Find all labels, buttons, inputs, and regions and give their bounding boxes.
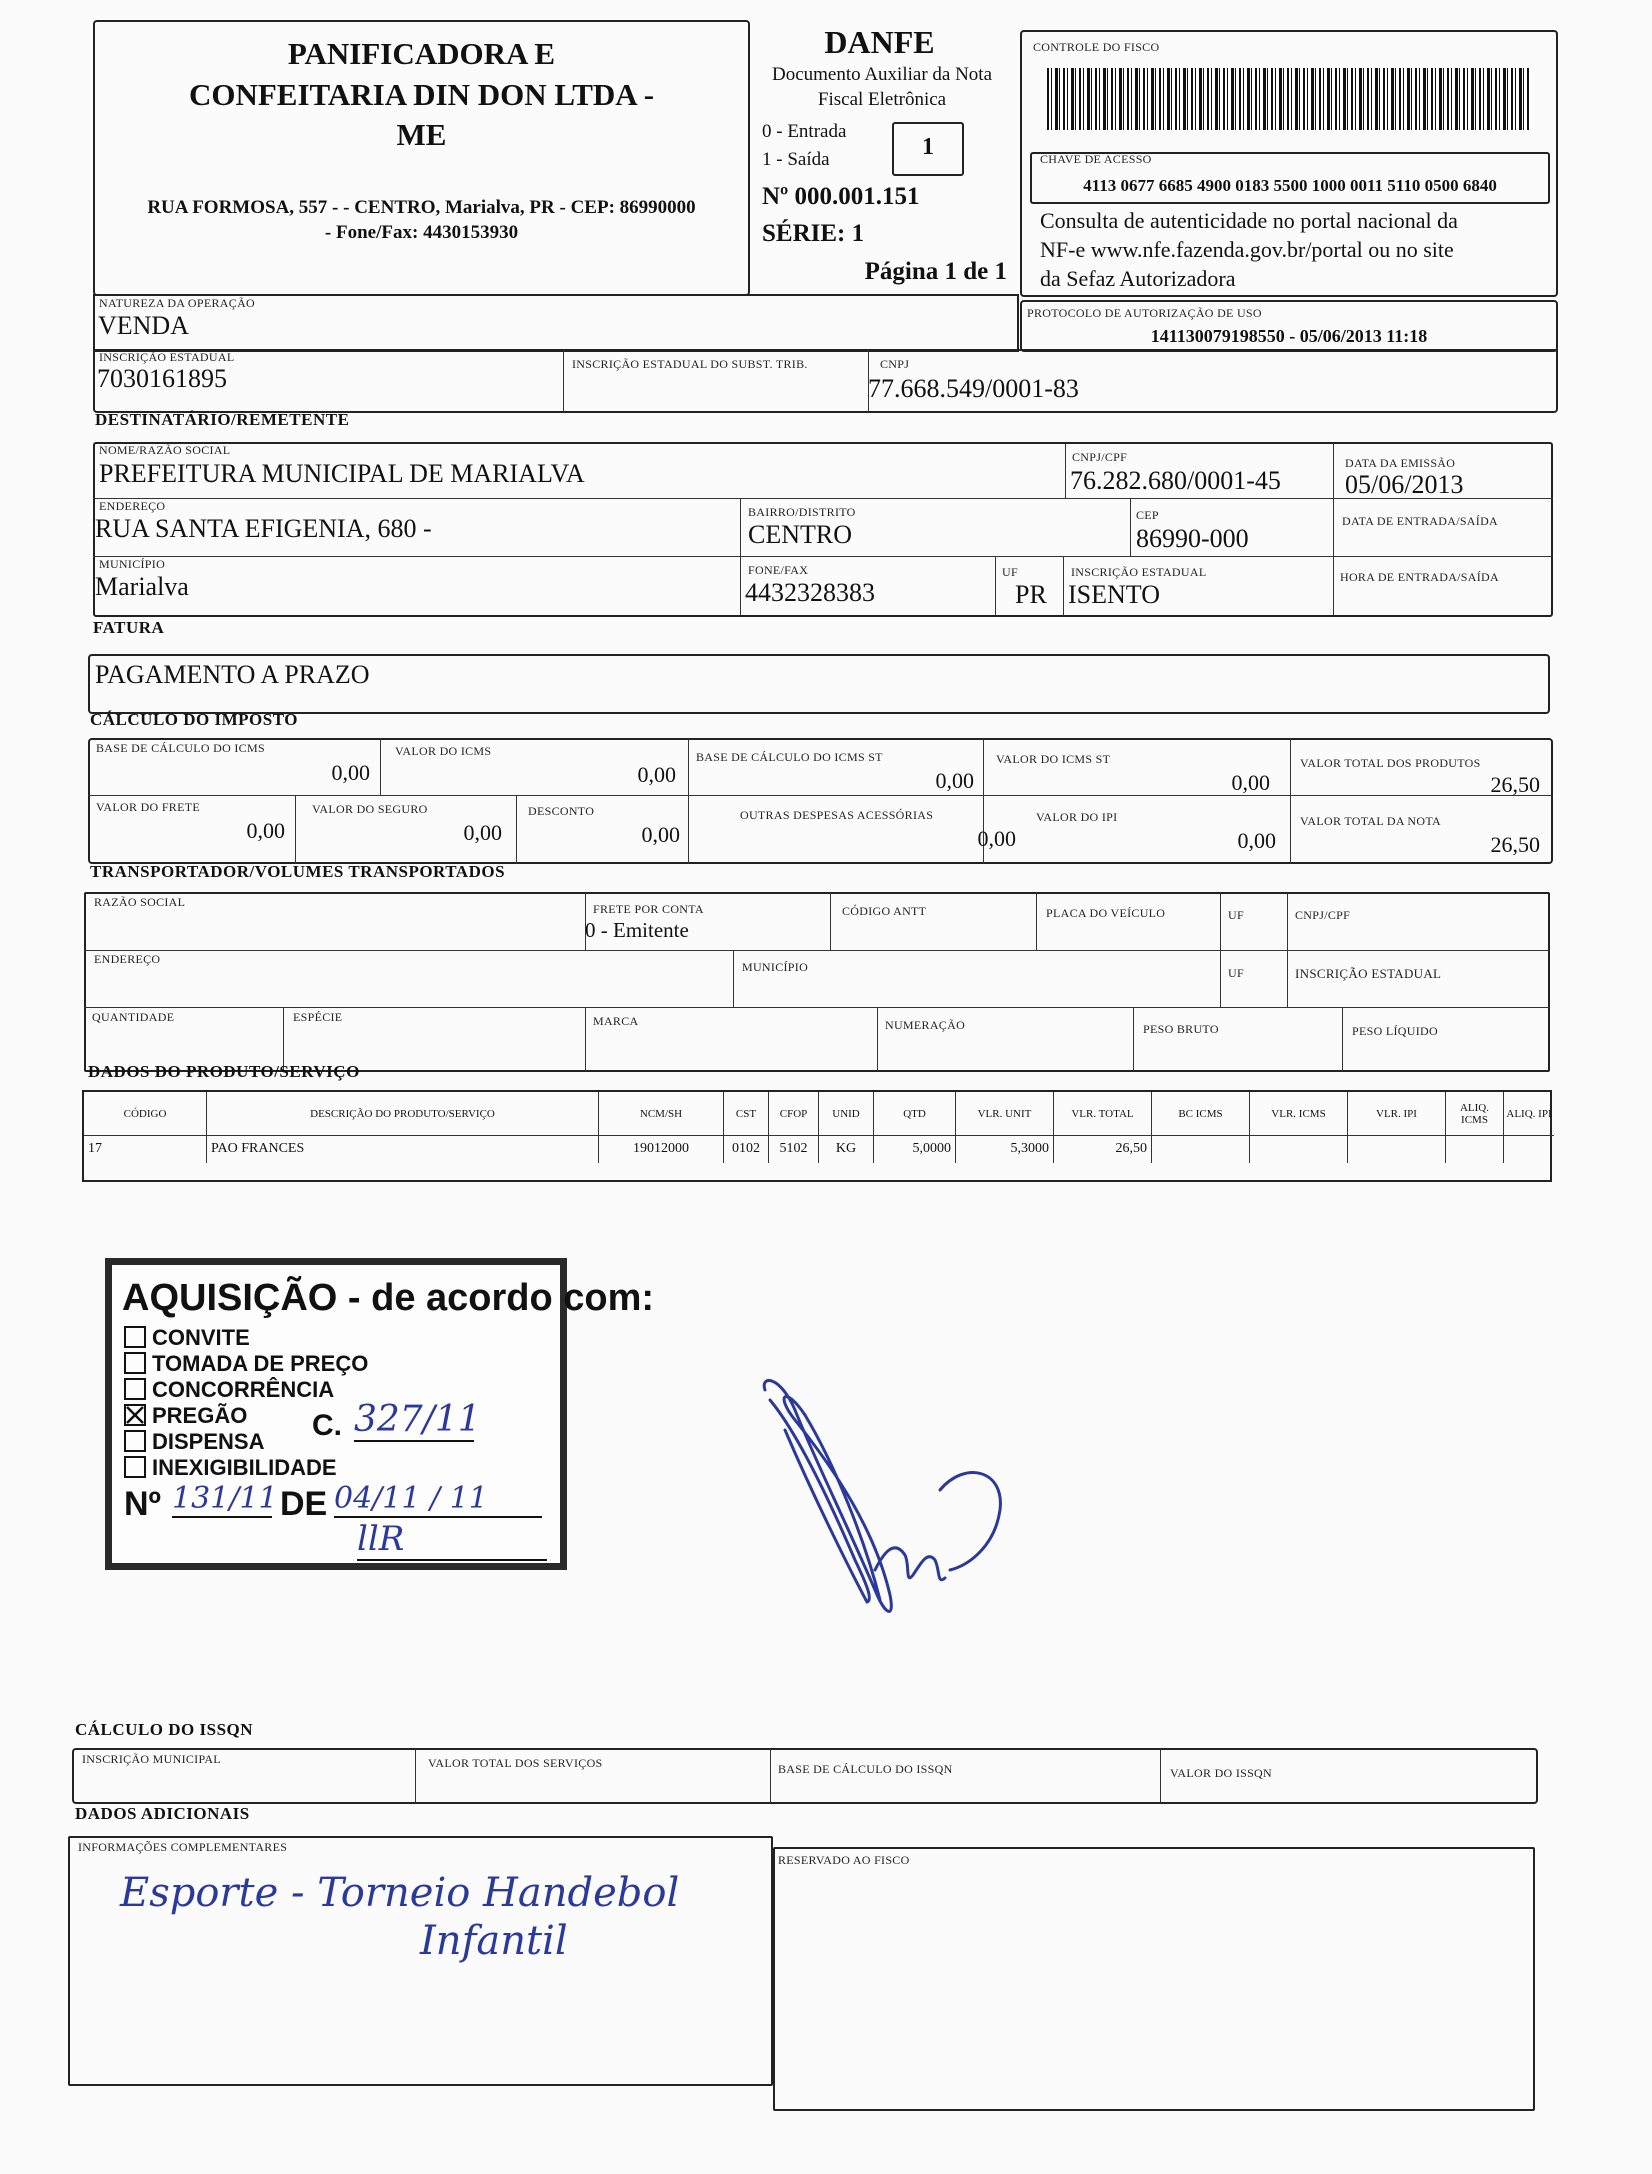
controle-fisco-label: CONTROLE DO FISCO <box>1033 40 1160 54</box>
cnpj-emitente-value: 77.668.549/0001-83 <box>868 374 1079 403</box>
divider <box>93 556 1553 557</box>
fatura-section-title: FATURA <box>93 618 165 637</box>
danfe-tipo: 1 <box>922 134 934 160</box>
product-header-cell: BC ICMS <box>1151 1092 1249 1135</box>
danfe-saida: 1 - Saída <box>762 149 830 170</box>
frete-value: 0,00 <box>246 818 285 843</box>
dest-fone-value: 4432328383 <box>745 578 875 607</box>
product-header-cell: ALIQ. IPI <box>1503 1092 1554 1135</box>
transp-placa-label: PLACA DO VEÍCULO <box>1046 906 1166 920</box>
stamp-option-convite <box>124 1325 250 1351</box>
issqn-valor-label: VALOR DO ISSQN <box>1170 1766 1272 1780</box>
divider <box>877 1007 878 1071</box>
fatura-value: PAGAMENTO A PRAZO <box>95 660 370 689</box>
divider <box>1065 443 1066 498</box>
issqn-section-title: CÁLCULO DO ISSQN <box>75 1720 254 1739</box>
product-header-cell: CFOP <box>768 1092 818 1135</box>
dest-ie-label: INSCRIÇÃO ESTADUAL <box>1071 565 1207 579</box>
divider <box>516 795 517 864</box>
danfe-numero: Nº 000.001.151 <box>762 183 920 210</box>
dest-uf-value: PR <box>1015 580 1047 609</box>
seguro-label: VALOR DO SEGURO <box>312 802 428 816</box>
divider <box>770 1749 771 1803</box>
stamp-option-pregao <box>124 1403 247 1429</box>
cnpj-emitente-label: CNPJ <box>880 357 910 371</box>
transp-endereco-label: ENDEREÇO <box>94 952 161 966</box>
chave-acesso: 4113 0677 6685 4900 0183 5500 1000 0011 5110 0500 6840 <box>1083 176 1497 195</box>
consulta-line3: da Sefaz Autorizadora <box>1040 266 1236 291</box>
stamp-option-concorrencia <box>124 1377 334 1403</box>
base-icms-label: BASE DE CÁLCULO DO ICMS <box>96 741 265 755</box>
natureza-label: NATUREZA DA OPERAÇÃO <box>99 296 256 310</box>
danfe-subtitle2: Fiscal Eletrônica <box>817 89 947 110</box>
product-header-cell: ALIQ. ICMS <box>1445 1092 1503 1135</box>
divider <box>688 738 689 864</box>
outras-despesas-value: 0,00 <box>977 826 1016 851</box>
base-icms-st-label: BASE DE CÁLCULO DO ICMS ST <box>696 750 883 764</box>
valor-ipi-value: 0,00 <box>1237 828 1276 853</box>
checkbox-icon <box>124 1456 146 1478</box>
handwritten-note-line2: Infantil <box>420 1918 568 1964</box>
divider <box>84 950 1550 951</box>
divider <box>740 498 741 616</box>
product-cell: KG <box>818 1135 873 1163</box>
stamp-option-label: CONVITE <box>152 1325 250 1350</box>
reservado-fisco-label: RESERVADO AO FISCO <box>778 1853 910 1867</box>
dest-bairro-value: CENTRO <box>748 520 852 549</box>
divider <box>1287 893 1288 1007</box>
ie-value: 7030161895 <box>97 364 227 393</box>
transp-razao-label: RAZÃO SOCIAL <box>94 895 186 909</box>
transp-marca-label: MARCA <box>593 1014 639 1028</box>
emitente-address: RUA FORMOSA, 557 - - CENTRO, Marialva, PR - CEP: 86990000 <box>147 197 696 218</box>
transp-ie-label: INSCRIÇÃO ESTADUAL <box>1295 966 1442 981</box>
stamp-option-tomada <box>124 1351 368 1377</box>
stamp-title: AQUISIÇÃO - de acordo com: <box>122 1277 655 1319</box>
consulta-line1: Consulta de autenticidade no portal nacional da <box>1040 208 1458 233</box>
reservado-fisco-box <box>773 1847 1535 2111</box>
transporte-section-title: TRANSPORTADOR/VOLUMES TRANSPORTADOS <box>90 862 506 881</box>
dest-bairro-label: BAIRRO/DISTRITO <box>748 505 856 519</box>
product-header-cell: UNID <box>818 1092 873 1135</box>
checkbox-icon <box>124 1430 146 1452</box>
transp-municipio-label: MUNICÍPIO <box>742 960 809 974</box>
dest-municipio-value: Marialva <box>95 572 189 601</box>
dest-data-saida-label: DATA DE ENTRADA/SAÍDA <box>1342 514 1499 528</box>
ie-row-box <box>93 349 1558 413</box>
aquisicao-stamp <box>105 1258 655 1570</box>
transp-frete-label: FRETE POR CONTA <box>593 902 704 916</box>
valor-icms-value: 0,00 <box>637 762 676 787</box>
stamp-no-value: 131/11 <box>172 1481 278 1516</box>
transp-especie-label: ESPÉCIE <box>293 1010 343 1024</box>
product-cell: 0102 <box>723 1135 768 1163</box>
divider <box>995 556 996 616</box>
dest-hora-label: HORA DE ENTRADA/SAÍDA <box>1340 570 1499 584</box>
total-produtos-value: 26,50 <box>1490 772 1540 797</box>
base-icms-st-value: 0,00 <box>935 768 974 793</box>
valor-ipi-label: VALOR DO IPI <box>1036 810 1118 824</box>
stamp-de-label: DE <box>280 1485 328 1523</box>
imposto-section-title: CÁLCULO DO IMPOSTO <box>90 710 298 729</box>
divider <box>380 738 381 795</box>
valor-icms-label: VALOR DO ICMS <box>395 744 492 758</box>
dest-cep-label: CEP <box>1136 508 1159 522</box>
transp-uf2-label: UF <box>1228 966 1244 980</box>
total-produtos-label: VALOR TOTAL DOS PRODUTOS <box>1300 756 1481 770</box>
stamp-c-value: 327/11 <box>354 1399 481 1440</box>
danfe-pagina: Página 1 de 1 <box>864 258 1007 285</box>
emitente-name-line3: ME <box>396 117 447 152</box>
product-cell <box>1347 1135 1445 1163</box>
product-cell: 17 <box>84 1135 206 1163</box>
stamp-option-label: CONCORRÊNCIA <box>152 1377 335 1402</box>
emitente-name-line2: CONFEITARIA DIN DON LTDA - <box>188 77 655 112</box>
product-cell <box>1503 1135 1554 1163</box>
outras-despesas-label: OUTRAS DESPESAS ACESSÓRIAS <box>740 808 934 822</box>
handwritten-note-line1: Esporte - Torneio Handebol <box>120 1870 680 1916</box>
product-cell: 5,0000 <box>873 1135 955 1163</box>
checkbox-icon <box>124 1378 146 1400</box>
divider <box>1160 1749 1161 1803</box>
produtos-table <box>82 1090 1552 1182</box>
product-header-cell: VLR. TOTAL <box>1053 1092 1151 1135</box>
dest-fone-label: FONE/FAX <box>748 563 809 577</box>
divider <box>1220 893 1221 1007</box>
base-icms-value: 0,00 <box>331 760 370 785</box>
danfe-entrada: 0 - Entrada <box>762 121 847 142</box>
dest-data-emissao-label: DATA DA EMISSÃO <box>1345 456 1456 470</box>
divider <box>93 498 1553 499</box>
divider <box>295 795 296 864</box>
frete-label: VALOR DO FRETE <box>96 800 200 814</box>
total-nota-label: VALOR TOTAL DA NOTA <box>1300 814 1442 828</box>
emitente-name-line1: PANIFICADORA E <box>287 36 556 71</box>
produtos-section-title: DADOS DO PRODUTO/SERVIÇO <box>88 1062 360 1081</box>
issqn-im-label: INSCRIÇÃO MUNICIPAL <box>82 1752 221 1766</box>
product-header-cell: DESCRIÇÃO DO PRODUTO/SERVIÇO <box>206 1092 598 1135</box>
desconto-value: 0,00 <box>641 822 680 847</box>
stamp-option-label: TOMADA DE PREÇO <box>152 1351 369 1376</box>
dest-uf-label: UF <box>1002 565 1018 579</box>
info-complementares-label: INFORMAÇÕES COMPLEMENTARES <box>78 1840 288 1854</box>
product-cell: 19012000 <box>598 1135 723 1163</box>
issqn-base-label: BASE DE CÁLCULO DO ISSQN <box>778 1762 953 1776</box>
transp-cnpj-label: CNPJ/CPF <box>1295 908 1351 922</box>
product-cell <box>1445 1135 1503 1163</box>
dest-nome-value: PREFEITURA MUNICIPAL DE MARIALVA <box>99 459 585 488</box>
product-header-cell: NCM/SH <box>598 1092 723 1135</box>
transp-numeracao-label: NUMERAÇÃO <box>885 1018 966 1032</box>
protocolo-value: 141130079198550 - 05/06/2013 11:18 <box>1150 326 1428 346</box>
divider <box>1333 443 1334 616</box>
valor-icms-st-value: 0,00 <box>1231 770 1270 795</box>
stamp-no-label: Nº <box>124 1485 161 1523</box>
product-cell: 5,3000 <box>955 1135 1053 1163</box>
divider <box>830 893 831 950</box>
transp-uf-label: UF <box>1228 908 1244 922</box>
transp-frete-value: 0 - Emitente <box>585 918 689 942</box>
valor-icms-st-label: VALOR DO ICMS ST <box>996 752 1111 766</box>
emitente-phone: - Fone/Fax: 4430153930 <box>324 222 519 243</box>
stamp-option-label: PREGÃO <box>152 1403 248 1428</box>
ie-st-label: INSCRIÇÃO ESTADUAL DO SUBST. TRIB. <box>572 357 808 371</box>
danfe-subtitle1: Documento Auxiliar da Nota <box>771 64 993 85</box>
divider <box>1290 738 1291 864</box>
checkbox-icon <box>124 1352 146 1374</box>
stamp-option-label: DISPENSA <box>152 1429 265 1454</box>
product-cell: 5102 <box>768 1135 818 1163</box>
stamp-initials: llR <box>357 1519 547 1561</box>
product-cell <box>1249 1135 1347 1163</box>
ie-label: INSCRIÇÃO ESTADUAL <box>99 350 235 364</box>
stamp-option-label: INEXIGIBILIDADE <box>152 1455 337 1480</box>
natureza-value: VENDA <box>98 311 189 340</box>
dest-endereco-label: ENDEREÇO <box>99 499 166 513</box>
divider <box>1342 1007 1343 1071</box>
checkbox-icon <box>124 1326 146 1348</box>
divider <box>1133 1007 1134 1071</box>
protocolo-label: PROTOCOLO DE AUTORIZAÇÃO DE USO <box>1027 306 1262 320</box>
divider <box>84 1007 1550 1008</box>
danfe-serie: SÉRIE: 1 <box>762 220 865 247</box>
divider <box>1130 498 1131 556</box>
divider <box>733 950 734 1007</box>
barcode-image <box>1047 68 1531 130</box>
dest-endereco-value: RUA SANTA EFIGENIA, 680 - <box>95 514 432 543</box>
stamp-de-value: 04/11 / 11 <box>334 1481 542 1518</box>
seguro-value: 0,00 <box>463 820 502 845</box>
adicionais-section-title: DADOS ADICIONAIS <box>75 1804 250 1823</box>
destinatario-section-title: DESTINATÁRIO/REMETENTE <box>95 410 350 429</box>
chave-label: CHAVE DE ACESSO <box>1040 152 1152 166</box>
product-header-cell: VLR. ICMS <box>1249 1092 1347 1135</box>
stamp-option-dispensa <box>124 1429 264 1455</box>
dest-municipio-label: MUNICÍPIO <box>99 557 166 571</box>
checkbox-checked-icon <box>124 1404 146 1426</box>
consulta-line2: NF-e www.nfe.fazenda.gov.br/portal ou no site <box>1040 237 1454 262</box>
total-nota-value: 26,50 <box>1490 832 1540 857</box>
dest-nome-label: NOME/RAZÃO SOCIAL <box>99 443 231 457</box>
divider <box>1036 893 1037 950</box>
product-header-cell: VLR. UNIT <box>955 1092 1053 1135</box>
divider <box>88 795 1553 796</box>
product-cell <box>1151 1135 1249 1163</box>
transp-peso-liquido-label: PESO LÍQUIDO <box>1352 1024 1438 1038</box>
signature-image <box>755 1370 1025 1630</box>
dest-cnpj-value: 76.282.680/0001-45 <box>1070 466 1281 495</box>
product-header-cell: CÓDIGO <box>123 1107 167 1120</box>
stamp-c-label: C. <box>312 1409 342 1442</box>
product-cell: PAO FRANCES <box>206 1135 598 1163</box>
divider <box>415 1749 416 1803</box>
issqn-servicos-label: VALOR TOTAL DOS SERVIÇOS <box>428 1756 603 1770</box>
stamp-option-inexigibilidade <box>124 1455 337 1481</box>
product-header-cell: VLR. IPI <box>1347 1092 1445 1135</box>
product-header-cell: QTD <box>873 1092 955 1135</box>
transp-peso-bruto-label: PESO BRUTO <box>1143 1022 1219 1036</box>
dest-cnpj-label: CNPJ/CPF <box>1072 450 1128 464</box>
danfe-title: DANFE <box>824 24 935 60</box>
dest-ie-value: ISENTO <box>1068 580 1160 609</box>
desconto-label: DESCONTO <box>528 804 595 818</box>
dest-cep-value: 86990-000 <box>1136 524 1249 553</box>
product-cell: 26,50 <box>1053 1135 1151 1163</box>
transp-antt-label: CÓDIGO ANTT <box>842 904 927 918</box>
transp-quantidade-label: QUANTIDADE <box>92 1010 175 1024</box>
dest-data-emissao-value: 05/06/2013 <box>1345 470 1464 499</box>
product-header-cell: CST <box>723 1092 768 1135</box>
divider <box>563 350 564 412</box>
divider <box>1063 556 1064 616</box>
divider <box>585 1007 586 1071</box>
